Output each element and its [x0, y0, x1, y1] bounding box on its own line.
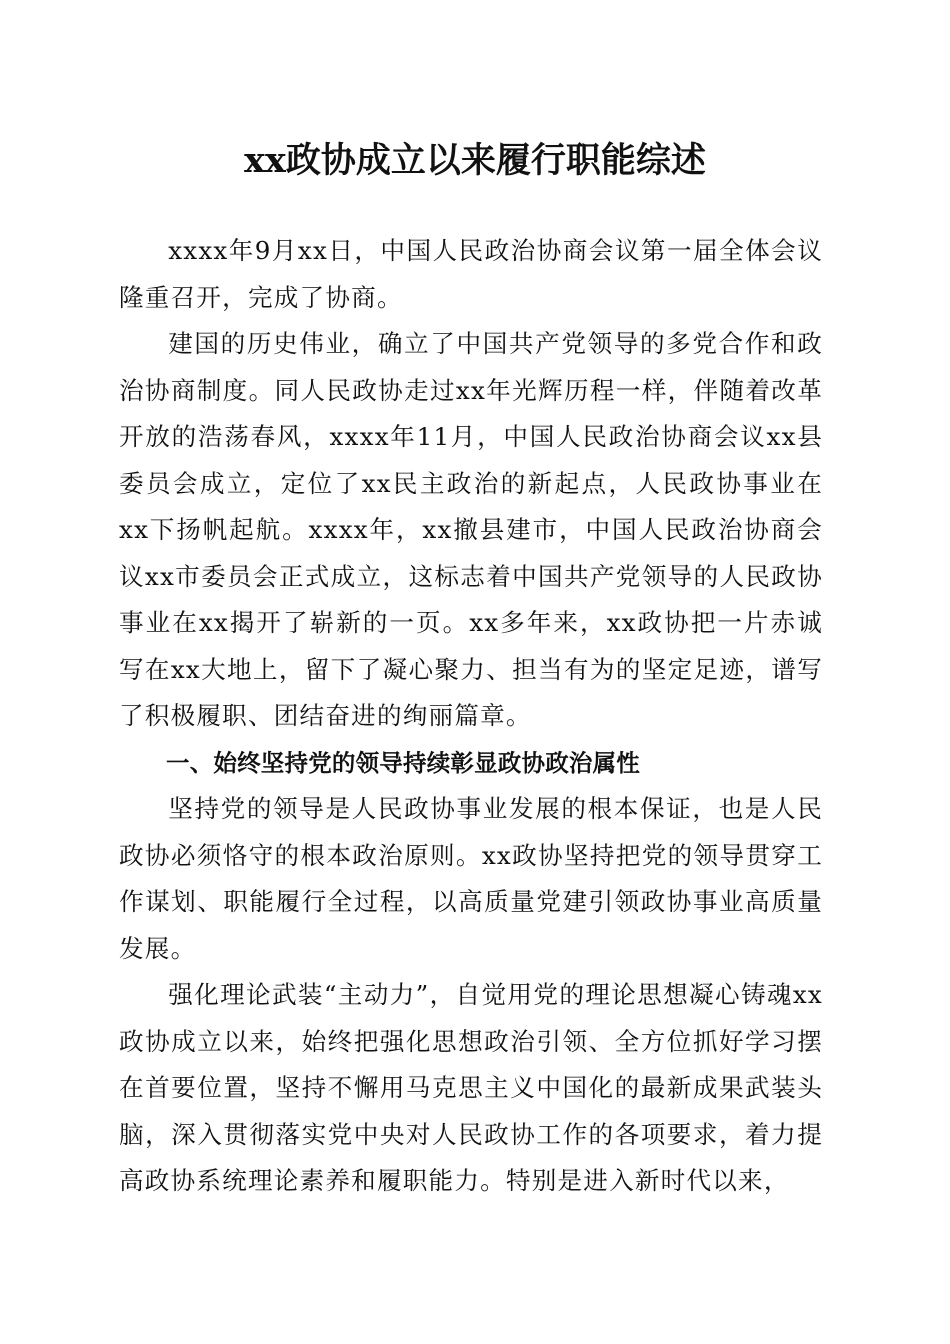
section-heading: 一、始终坚持党的领导持续彰显政协政治属性 — [166, 748, 640, 777]
paragraph-intro: xxxx年9月xx日，中国人民政治协商会议第一届全体会议隆重召开，完成了协商。 — [119, 236, 823, 312]
paragraph-theory: 强化理论武装“主动力”，自觉用党的理论思想凝心铸魂xx政协成立以来，始终把强化思想政治引领、全方位抓好学习摆在首要位置，坚持不懈用马克思主义中国化的最新成果武装头脑，深入贯彻落实党中央对人民政协工作的各项要求，着力提高政协系统理论素养和履职能力。特别是进入新时代以来， — [119, 980, 823, 1195]
paragraph-history: 建国的历史伟业，确立了中国共产党领导的多党合作和政治协商制度。同人民政协走过xx年光辉历程一样，伴随着改革开放的浩荡春风，xxxx年11月，中国人民政治协商会议xx县委员会成立，定位了xx民主政治的新起点，人民政协事业在xx下扬帆起航。xxxx年，xx撤县建市，中国人民政治协商会议xx市委员会正式成立，这标志着中国共产党领导的人民政协事业在xx揭开了崭新的一页。xx多年来，xx政协把一片赤诚写在xx大地上，留下了凝心聚力、担当有为的坚定足迹，谱写了积极履职、团结奋进的绚丽篇章。 — [119, 329, 823, 730]
document-title: xx政协成立以来履行职能综述 — [244, 140, 706, 181]
document-body — [119, 228, 823, 1205]
paragraph-party-leadership: 坚持党的领导是人民政协事业发展的根本保证，也是人民政协必须恪守的根本政治原则。xx政协坚持把党的领导贯穿工作谋划、职能履行全过程，以高质量党建引领政协事业高质量发展。 — [119, 794, 823, 963]
